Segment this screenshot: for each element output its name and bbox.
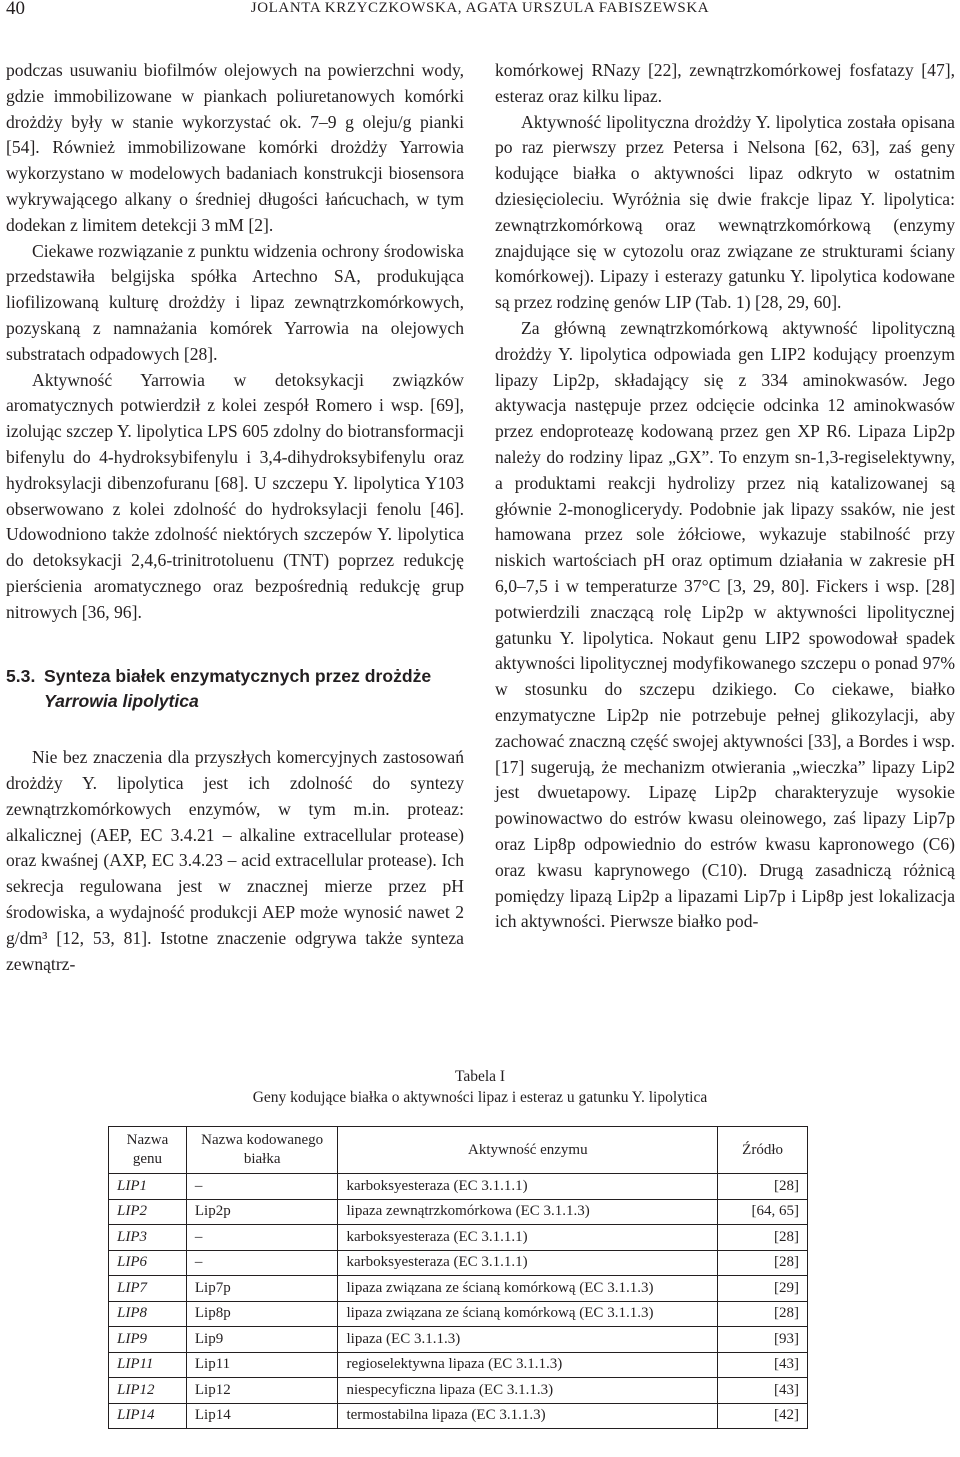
cell-activity: lipaza związana ze ścianą komórkową (EC 3.1.1.3) xyxy=(338,1276,718,1302)
section-title: Synteza białek enzymatycznych przez drożdże xyxy=(44,665,432,686)
cell-protein: Lip14 xyxy=(186,1403,338,1429)
cell-source: [28] xyxy=(718,1174,808,1200)
cell-activity: regioselektywna lipaza (EC 3.1.1.3) xyxy=(338,1352,718,1378)
header-activity: Aktywność enzymu xyxy=(338,1127,718,1174)
header-protein: Nazwa kodowanego białka xyxy=(186,1127,338,1174)
cell-protein: Lip9 xyxy=(186,1327,338,1353)
paragraph: komórkowej RNazy [22], zewnątrzkomórkowej fosfatazy [47], esteraz oraz kilku lipaz. xyxy=(495,60,955,106)
header-gene: Nazwa genu xyxy=(109,1127,187,1174)
gene-table xyxy=(108,1126,808,1429)
cell-source: [29] xyxy=(718,1276,808,1302)
table-row xyxy=(109,1378,808,1404)
table-row xyxy=(109,1327,808,1353)
cell-protein: – xyxy=(186,1174,338,1200)
cell-gene: LIP9 xyxy=(109,1327,187,1353)
table-row xyxy=(109,1174,808,1200)
cell-gene: LIP6 xyxy=(109,1250,187,1276)
cell-protein: Lip7p xyxy=(186,1276,338,1302)
cell-source: [43] xyxy=(718,1378,808,1404)
paragraph: Aktywność Yarrowia w detoksykacji związków aromatycznych potwierdził z kolei zespół Romero i wsp. [69], izolując szczep Y. lipolytica LPS 605 zdolny do biotransformacji bifenylu do 4-hydroksybifenylu i 3,4-dihydroksybifenylu oraz hydroksylacji dibenzofuranu [68]. U szczepu Y. lipolytica Y103 obserwowano z kolei zdolność do hydroksylacji fenolu [46]. Udowodniono także zdolność niektórych szczepów Y. lipolytica do detoksykacji 2,4,6-trinitrotoluenu (TNT) poprzez redukcję pierścienia aromatycznego oraz bezpośrednią redukcję grup nitrowych [36, 96]. xyxy=(6,369,464,622)
table-label: Tabela I xyxy=(454,1068,506,1085)
paragraph: podczas usuwaniu biofilmów olejowych na powierzchni wody, gdzie immobilizowane w piankach poliuretanowych komórki drożdży były w stanie wykorzystać ok. 7–9 g oleju/g pianki [54]. Również immobilizowane komórki drożdży Yarrowia wykorzystano w modelowych badaniach konstrukcji biosensora wykrywającego alkany o średniej długości łańcuchach, w tym dodekan z limitem detekcji 3 mM [2]. xyxy=(6,60,464,235)
header-source: Źródło xyxy=(718,1127,808,1174)
cell-activity: lipaza zewnątrzkomórkowa (EC 3.1.1.3) xyxy=(338,1199,718,1225)
cell-gene: LIP7 xyxy=(109,1276,187,1302)
cell-source: [28] xyxy=(718,1250,808,1276)
page-header xyxy=(0,0,960,20)
table-row xyxy=(109,1225,808,1251)
cell-activity: karboksyesteraza (EC 3.1.1.1) xyxy=(338,1225,718,1251)
cell-protein: Lip2p xyxy=(186,1199,338,1225)
table-row xyxy=(109,1276,808,1302)
table-row xyxy=(109,1199,808,1225)
section-heading xyxy=(6,664,464,716)
right-column xyxy=(495,58,955,935)
cell-source: [28] xyxy=(718,1225,808,1251)
cell-protein: Lip8p xyxy=(186,1301,338,1327)
table-row xyxy=(109,1301,808,1327)
paragraph: Ciekawe rozwiązanie z punktu widzenia ochrony środowiska przedstawiła belgijska spółka Artechno SA, produkująca liofilizowaną kulturę drożdży i lipaz zewnątrzkomórkowych, pozyskaną z namnażania komórek Yarrowia na olejowych substratach odpadowych [28]. xyxy=(6,240,464,364)
cell-activity: karboksyesteraza (EC 3.1.1.1) xyxy=(338,1250,718,1276)
table-caption xyxy=(0,1066,960,1108)
cell-protein: – xyxy=(186,1225,338,1251)
table-row xyxy=(109,1352,808,1378)
cell-protein: Lip12 xyxy=(186,1378,338,1404)
page-number: 40 xyxy=(6,0,25,19)
cell-protein: Lip11 xyxy=(186,1352,338,1378)
section-number: 5.3. xyxy=(6,665,36,686)
section-subtitle: Yarrowia lipolytica xyxy=(44,691,199,712)
table-row xyxy=(109,1403,808,1429)
cell-activity: lipaza związana ze ścianą komórkową (EC 3.1.1.3) xyxy=(338,1301,718,1327)
cell-gene: LIP11 xyxy=(109,1352,187,1378)
cell-gene: LIP2 xyxy=(109,1199,187,1225)
cell-protein: – xyxy=(186,1250,338,1276)
table-header-row xyxy=(109,1127,808,1174)
cell-gene: LIP12 xyxy=(109,1378,187,1404)
cell-activity: niespecyficzna lipaza (EC 3.1.1.3) xyxy=(338,1378,718,1404)
cell-activity: karboksyesteraza (EC 3.1.1.1) xyxy=(338,1174,718,1200)
cell-gene: LIP1 xyxy=(109,1174,187,1200)
cell-source: [28] xyxy=(718,1301,808,1327)
cell-source: [93] xyxy=(718,1327,808,1353)
cell-gene: LIP8 xyxy=(109,1301,187,1327)
paragraph: Za główną zewnątrzkomórkową aktywność lipolityczną drożdży Y. lipolytica odpowiada gen LIP2 kodujący proenzym lipazy Lip2p, składający się z 334 aminokwasów. Jego aktywacja następuje przez odcięcie odcinka 12 aminokwasów przez endoproteazę kodowaną przez gen XP R6. Lipaza Lip2p należy do rodziny lipaz „GX”. To enzym sn-1,3-regiselektywny, a produktami reakcji hydrolizy przez nią katalizowanej są głównie 2-monoglicerydy. Podobnie jak lipazy ssaków, nie jest hamowana przez sole żółciowe, wykazuje stabilność przy niskich wartościach pH oraz optimum działania w zakresie pH 6,0–7,5 i w temperaturze 37°C [3, 29, 80]. Fickers i wsp. [28] potwierdzili znaczącą rolę Lip2p w aktywności lipolitycznej gatunku Y. lipolytica. Nokaut genu LIP2 spowodował spadek aktywności lipolitycznej modyfikowanego szczepu o ponad 97% w stosunku do szczepu dzikiego. Co ciekawe, białko enzymatyczne Lip2p nie potrzebuje pełnej glikozylacji, aby zachować znaczną część swojej aktywności [33], a Bordes i wsp. [17] sugerują, że mechanizm otwierania „wieczka” lipazy Lip2 jest dwuetapowy. Lipazę Lip2p charakteryzuje wysokie powinowactwo do estrów kwasu oleinowego, zaś lipazy Lip7p oraz Lip8p odpowiednio do estrów kwasu kapronowego (C6) oraz kwasu kaprynowego (C10). Drugą zasadniczą różnicą pomiędzy lipazą Lip2p a lipazami Lip7p i Lip8p jest lokalizacja ich aktywności. Pierwsze białko pod- xyxy=(495,317,955,932)
paragraph: Aktywność lipolityczna drożdży Y. lipolytica została opisana po raz pierwszy przez Petersa i Nelsona [62, 63], zaś geny kodujące białka o aktywności lipaz odkryto w ostatnim dziesięcioleciu. Wyróżnia się dwie frakcje lipaz Y. lipolytica: zewnątrzkomórkową oraz wewnątrzkomórkową (enzymy znajdujące się w cytozolu oraz związane ze strukturami ściany komórkowej). Lipazy i esterazy gatunku Y. lipolytica kodowane są przez rodzinę genów LIP (Tab. 1) [28, 29, 60]. xyxy=(495,111,955,313)
cell-source: [64, 65] xyxy=(718,1199,808,1225)
left-column xyxy=(6,58,464,977)
cell-activity: termostabilna lipaza (EC 3.1.1.3) xyxy=(338,1403,718,1429)
paragraph: Nie bez znaczenia dla przyszłych komercyjnych zastosowań drożdży Y. lipolytica jest ich zdolność do syntezy zewnątrzkomórkowych enzymów, w tym m.in. proteaz: alkalicznej (AEP, EC 3.4.21 – alkaline extracellular protease) oraz kwaśnej (AXP, EC 3.4.23 – acid extracellular protease). Ich sekrecja regulowana jest w znacznej mierze przez pH środowiska, a wydajność produkcji AEP może wynosić nawet 2 g/dm³ [12, 53, 81]. Istotne znaczenie odgrywa także synteza zewnątrz- xyxy=(6,747,464,974)
cell-activity: lipaza (EC 3.1.1.3) xyxy=(338,1327,718,1353)
running-title: JOLANTA KRZYCZKOWSKA, AGATA URSZULA FABISZEWSKA xyxy=(250,0,710,16)
table-title: Geny kodujące białka o aktywności lipaz i esteraz u gatunku Y. lipolytica xyxy=(252,1089,708,1106)
table-row xyxy=(109,1250,808,1276)
cell-source: [43] xyxy=(718,1352,808,1378)
cell-gene: LIP14 xyxy=(109,1403,187,1429)
cell-gene: LIP3 xyxy=(109,1225,187,1251)
cell-source: [42] xyxy=(718,1403,808,1429)
